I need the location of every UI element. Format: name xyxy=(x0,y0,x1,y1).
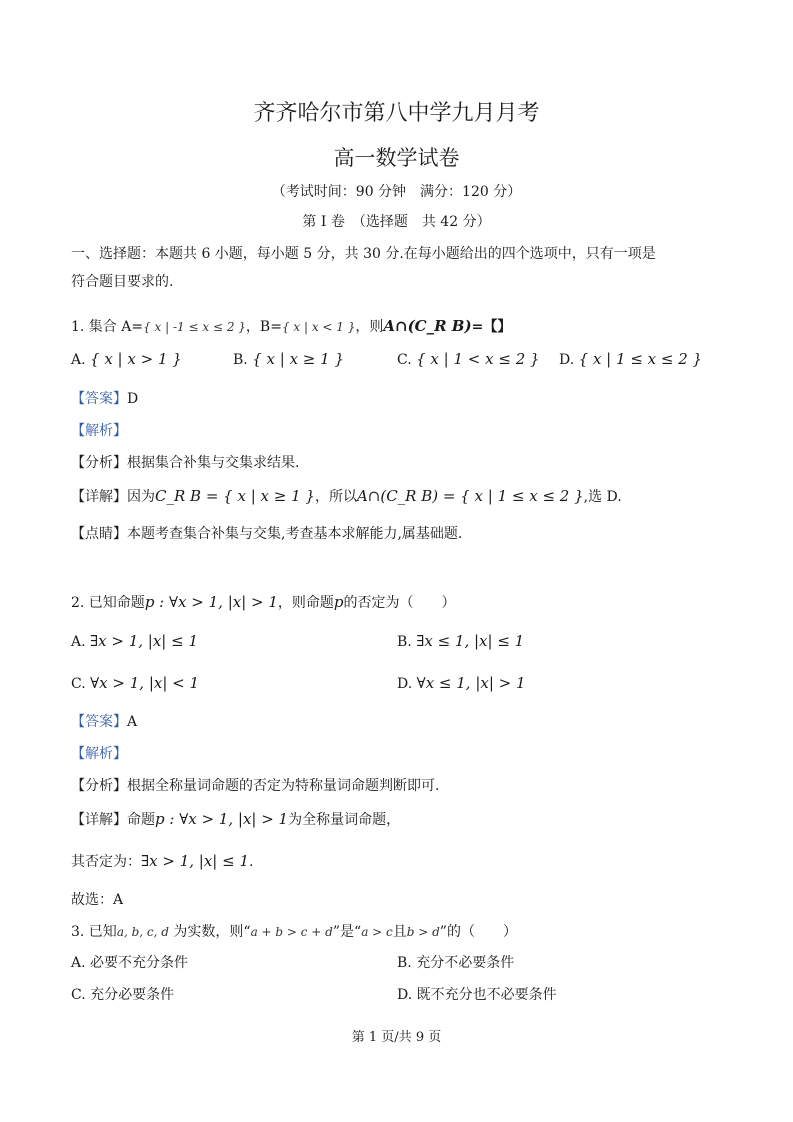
option-label: D. xyxy=(397,676,413,692)
section-instructions: 一、选择题：本题共 6 小题，每小题 5 分，共 30 分.在每小题给出的四个选项中，只有一项是 xyxy=(71,246,656,262)
q3-stem-text: 为实数，则“ xyxy=(173,924,251,940)
exam-title: 齐齐哈尔市第八中学九月月考 xyxy=(253,101,540,126)
dianjing-text: 本题考查集合补集与交集,考查基本求解能力,属基础题. xyxy=(127,526,463,542)
result-formula: A∩(C_R B) = { x | 1 ≤ x ≤ 2 } xyxy=(356,487,584,505)
q3-option-c: C. 充分必要条件 xyxy=(71,987,175,1003)
answer-tag: 【答案】 xyxy=(71,391,127,407)
xiangjie-tag: 【详解】 xyxy=(71,812,127,828)
negation-formula: ∃x > 1, |x| ≤ 1 xyxy=(141,852,249,870)
answer-value: A xyxy=(127,714,138,730)
q3-stem-text: ”的（ ） xyxy=(439,924,517,940)
option-formula: { x | 1 < x ≤ 2 } xyxy=(416,350,540,368)
q2-answer xyxy=(71,711,137,731)
proposition-symbol: p xyxy=(333,593,344,611)
complement-formula: C_R B = { x | x ≥ 1 } xyxy=(155,487,315,505)
fenxi-text: 根据全称量词命题的否定为特称量词命题判断即可. xyxy=(127,778,440,794)
option-label: B. xyxy=(397,634,412,650)
q2-option-a xyxy=(71,632,198,650)
q1-stem-text: 1. 集合 A= xyxy=(71,319,144,335)
q1-option-b xyxy=(233,350,344,368)
q3-stem-text: ”是“ xyxy=(332,924,362,940)
xiangjie-text: 因为 xyxy=(127,489,155,505)
set-a-formula: { x | -1 ≤ x ≤ 2 } xyxy=(143,320,246,334)
q1-stem-text: ，B= xyxy=(245,319,282,335)
option-formula: { x | x ≥ 1 } xyxy=(252,350,344,368)
q2-option-b xyxy=(397,632,524,650)
option-formula: ∃x > 1, |x| ≤ 1 xyxy=(90,632,199,650)
option-formula: { x | 1 ≤ x ≤ 2 } xyxy=(578,350,703,368)
answer-value: D xyxy=(127,391,139,407)
q2-negation xyxy=(71,851,253,871)
q1-stem-text: ，则 xyxy=(355,319,384,335)
set-b-formula: { x | x < 1 } xyxy=(281,320,356,334)
option-label: C. xyxy=(71,676,86,692)
q1-option-c xyxy=(397,350,540,368)
option-formula: { x | x > 1 } xyxy=(90,350,182,368)
fenxi-text: 根据集合补集与交集求结果. xyxy=(127,455,300,471)
exam-info: （考试时间：90 分钟 满分：120 分） xyxy=(271,184,522,200)
proposition-formula: p : ∀x > 1, |x| > 1 xyxy=(155,810,289,828)
q3-option-a: A. 必要不充分条件 xyxy=(71,955,189,971)
xiangjie-text: ,选 D. xyxy=(583,489,622,505)
negation-text: 其否定为： xyxy=(71,854,141,870)
q3-option-b: B. 充分不必要条件 xyxy=(397,955,515,971)
question-2-stem xyxy=(71,592,456,612)
q2-stem-text: 的否定为（ ） xyxy=(343,595,456,611)
option-label: A. xyxy=(71,634,86,650)
xiangjie-text: ，所以 xyxy=(314,489,357,505)
sum-inequality: a + b > c + d xyxy=(250,925,333,939)
q1-fenxi xyxy=(71,452,299,472)
inequality-b-d: b > d xyxy=(406,925,440,939)
dianjing-tag: 【点睛】 xyxy=(71,526,127,542)
q2-choose: 故选：A xyxy=(71,892,124,908)
exam-subtitle: 高一数学试卷 xyxy=(333,146,460,170)
answer-tag: 【答案】 xyxy=(71,714,127,730)
q1-option-a xyxy=(71,350,182,368)
q1-option-d xyxy=(559,350,702,368)
q2-option-d xyxy=(397,674,526,692)
option-label: C. xyxy=(397,352,412,368)
variables-formula: a, b, c, d xyxy=(116,925,169,939)
q1-analysis-tag: 【解析】 xyxy=(71,423,127,439)
q2-stem-text: 2. 已知命题 xyxy=(71,595,145,611)
intersection-formula: A∩(C_R B) xyxy=(383,317,472,335)
xiangjie-tag: 【详解】 xyxy=(71,489,127,505)
section-instructions-cont: 符合题目要求的. xyxy=(71,274,174,290)
option-label: A. xyxy=(71,352,86,368)
option-label: B. xyxy=(233,352,248,368)
q2-xiangjie xyxy=(71,809,400,829)
fenxi-tag: 【分析】 xyxy=(71,455,127,471)
q2-fenxi xyxy=(71,775,439,795)
q3-stem-text: 3. 已知 xyxy=(71,924,117,940)
q3-option-d: D. 既不充分也不必要条件 xyxy=(397,987,557,1003)
q1-dianjing xyxy=(71,523,462,543)
option-formula: ∀x ≤ 1, |x| > 1 xyxy=(416,674,526,692)
q1-answer xyxy=(71,388,138,408)
option-label: D. xyxy=(559,352,575,368)
page-number: 第 1 页/共 9 页 xyxy=(351,1030,442,1045)
xiangjie-text: 为全称量词命题， xyxy=(288,812,401,828)
question-1-stem xyxy=(71,316,511,336)
q2-option-c xyxy=(71,674,199,692)
option-formula: ∃x ≤ 1, |x| ≤ 1 xyxy=(416,632,525,650)
inequality-a-c: a > c xyxy=(361,925,393,939)
q2-stem-text: ，则命题 xyxy=(277,595,334,611)
proposition-formula: p : ∀x > 1, |x| > 1 xyxy=(144,593,278,611)
part-heading: 第 I 卷 （选择题 共 42 分） xyxy=(302,214,491,230)
q1-stem-text: =【】 xyxy=(471,319,512,335)
q1-xiangjie xyxy=(71,486,622,506)
question-3-stem xyxy=(71,921,517,941)
xiangjie-text: 命题 xyxy=(127,812,155,828)
fenxi-tag: 【分析】 xyxy=(71,778,127,794)
q3-stem-text: 且 xyxy=(392,924,407,940)
negation-text: . xyxy=(249,854,254,870)
option-formula: ∀x > 1, |x| < 1 xyxy=(90,674,200,692)
q2-analysis-tag: 【解析】 xyxy=(71,746,127,762)
